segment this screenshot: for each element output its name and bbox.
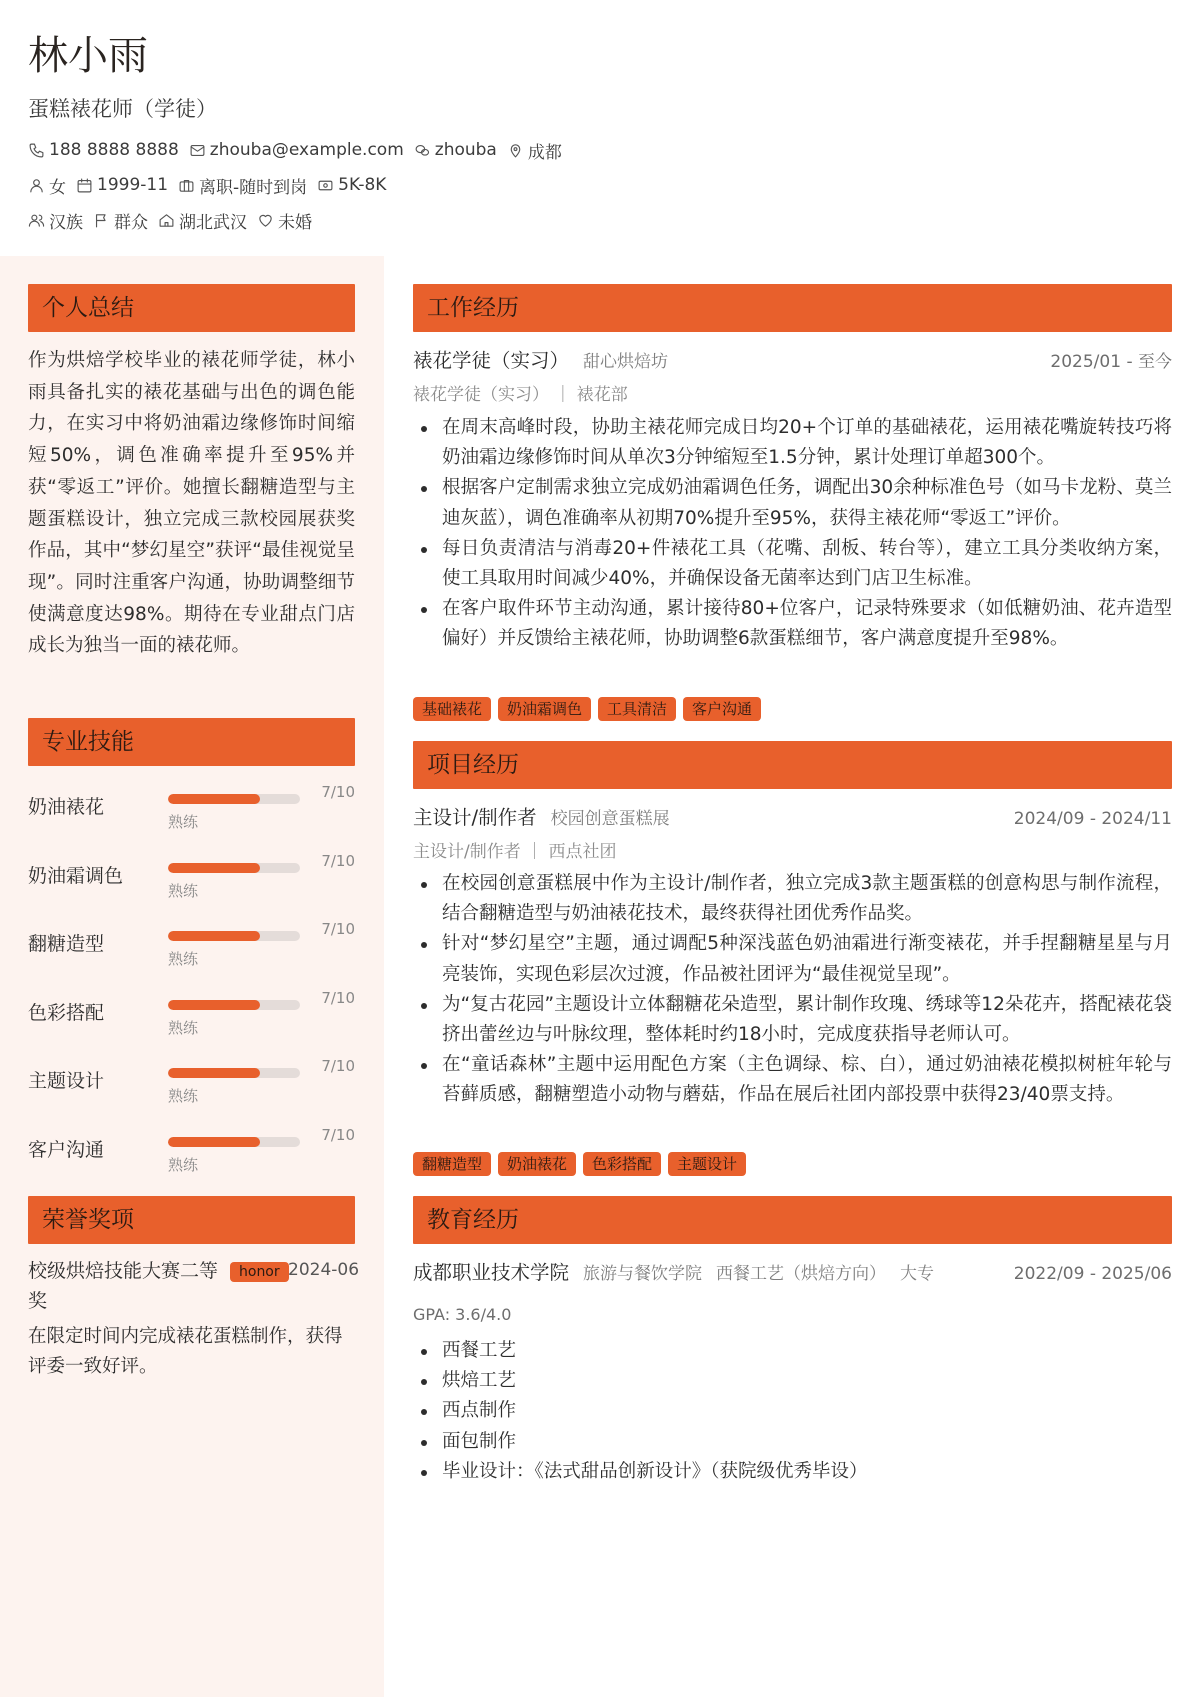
school-name: 成都职业技术学院 (413, 1261, 570, 1284)
phone-text: 188 8888 8888 (49, 140, 179, 160)
wechat-item (414, 140, 497, 160)
briefcase-icon (178, 177, 195, 194)
user-icon (28, 177, 45, 194)
contact-row (28, 138, 1168, 162)
skill-bar-fill (168, 931, 260, 941)
resume-header (28, 30, 1168, 232)
list-item: 毕业设计：《法式甜品创新设计》（获院级优秀毕设） (413, 1457, 1172, 1487)
skill-row (28, 847, 355, 907)
skill-bar-fill (168, 1000, 260, 1010)
degree-name: 大专 (900, 1264, 935, 1284)
users-icon (28, 212, 45, 229)
list-item: 面包制作 (413, 1427, 1172, 1457)
location-item (507, 138, 562, 163)
work-entry-header (413, 345, 1172, 373)
email-item (189, 140, 404, 160)
gpa-text: GPA: 3.6/4.0 (413, 1305, 512, 1324)
project-meta: 主设计/制作者 ｜ 西点社团 (413, 842, 617, 862)
skill-bar (168, 794, 300, 804)
skill-level: 熟练 (168, 813, 199, 831)
location-text: 成都 (527, 142, 562, 163)
skill-bar-fill (168, 863, 260, 873)
college-name: 旅游与餐饮学院 (583, 1264, 703, 1284)
birth-item (76, 175, 168, 195)
project-date: 2024/09 - 2024/11 (1013, 809, 1172, 829)
ethnicity-text: 汉族 (49, 212, 83, 233)
wechat-icon (414, 142, 431, 159)
skill-tag: 主题设计 (668, 1152, 746, 1176)
work-meta: 裱花学徒（实习） ｜ 裱花部 (413, 385, 628, 405)
honor-badge: honor (230, 1262, 289, 1282)
work-heading: 工作经历 (413, 284, 1172, 332)
salary-text: 5K-8K (338, 175, 387, 195)
skill-level: 熟练 (168, 1087, 199, 1105)
skill-tag: 奶油裱花 (498, 1152, 576, 1176)
skill-score: 7/10 (321, 1125, 355, 1144)
honor-title: 校级烘焙技能大赛二等奖 (28, 1260, 219, 1312)
skill-name: 色彩搭配 (28, 1001, 105, 1024)
gender-item (28, 173, 66, 198)
map-pin-icon (507, 142, 524, 159)
list-item: 西餐工艺 (413, 1336, 1172, 1366)
skill-name: 奶油裱花 (28, 796, 105, 818)
list-item: 为“复古花园”主题设计立体翻糖花朵造型，累计制作玫瑰、绣球等12朵花卉，搭配裱花袋挤出蕾丝边与叶脉纹理，整体耗时约18小时，完成度获指导老师认可。 (413, 990, 1172, 1050)
skill-score: 7/10 (321, 1057, 355, 1075)
list-item: 在“童话森林”主题中运用配色方案（主色调绿、棕、白），通过奶油裱花模拟树桩年轮与苔藓质感，翻糖塑造小动物与蘑菇，作品在展后社团内部投票中获得23/40票支持。 (413, 1050, 1172, 1110)
skill-row (28, 984, 355, 1044)
politics-text: 群众 (114, 212, 148, 233)
project-name: 校园创意蛋糕展 (550, 809, 670, 829)
skill-tag: 翻糖造型 (413, 1152, 491, 1176)
skill-row (28, 915, 355, 975)
job-title: 蛋糕裱花师（学徒） (28, 97, 217, 121)
flag-icon (93, 212, 110, 229)
skill-tag: 奶油霜调色 (498, 697, 591, 721)
marital-item (257, 208, 312, 233)
phone-icon (28, 142, 45, 159)
list-item: 在客户取件环节主动沟通，累计接待80+位客户，记录特殊要求（如低糖奶油、花卉造型偏好）并反馈给主裱花师，协助调整6款蛋糕细节，客户满意度提升至98%。 (413, 594, 1172, 654)
list-item: 根据客户定制需求独立完成奶油霜调色任务，调配出30余种标准色号（如马卡龙粉、莫兰迪灰蓝），调色准确率从初期70%提升至95%，获得主裱花师“零返工”评价。 (413, 473, 1172, 533)
background-row (28, 208, 1168, 232)
project-bullets (413, 869, 1172, 1111)
skill-row (28, 778, 355, 838)
skill-level: 熟练 (168, 950, 199, 968)
skill-bar-fill (168, 1137, 260, 1147)
skill-bar (168, 1137, 300, 1147)
skill-name: 翻糖造型 (28, 933, 105, 955)
hometown-text: 湖北武汉 (179, 212, 247, 233)
ethnicity-item (28, 208, 83, 233)
work-bullets (413, 413, 1172, 655)
skill-row (28, 1052, 355, 1112)
list-item: 在校园创意蛋糕展中作为主设计/制作者，独立完成3款主题蛋糕的创意构思与制作流程，结合翻糖造型与奶油裱花技术，最终获得社团优秀作品奖。 (413, 869, 1172, 929)
work-company: 甜心烘焙坊 (583, 352, 669, 372)
skill-tag: 基础裱花 (413, 697, 491, 721)
list-item: 烘焙工艺 (413, 1366, 1172, 1396)
money-icon (317, 177, 334, 194)
email-text: zhouba@example.com (209, 140, 404, 160)
education-date: 2022/09 - 2025/06 (1013, 1264, 1172, 1284)
summary-heading: 个人总结 (28, 284, 355, 332)
honors-heading: 荣誉奖项 (28, 1196, 355, 1244)
skill-score: 7/10 (321, 988, 355, 1007)
personal-row (28, 173, 1168, 197)
salary-item (317, 175, 386, 195)
skill-level: 熟练 (168, 1018, 199, 1037)
hometown-item (158, 208, 247, 233)
marital-text: 未婚 (278, 212, 312, 233)
skill-level: 熟练 (168, 881, 199, 900)
work-role: 裱花学徒（实习） (413, 349, 570, 372)
skill-score: 7/10 (321, 783, 355, 801)
project-tags (413, 1152, 753, 1176)
calendar-icon (76, 177, 93, 194)
list-item: 针对“梦幻星空”主题，通过调配5种深浅蓝色奶油霜进行渐变裱花，并手捏翻糖星星与月亮装饰，实现色彩层次过渡，作品被社团评为“最佳视觉呈现”。 (413, 929, 1172, 989)
skill-name: 主题设计 (28, 1070, 105, 1092)
politics-item (93, 208, 148, 233)
course-list (413, 1336, 1172, 1487)
birth-text: 1999-11 (97, 175, 169, 195)
project-role: 主设计/制作者 (413, 806, 537, 829)
candidate-name: 林小雨 (28, 33, 148, 79)
home-icon (158, 212, 175, 229)
phone-item (28, 140, 179, 160)
work-date: 2025/01 - 至今 (1050, 352, 1172, 372)
honor-date: 2024-06 (288, 1260, 360, 1280)
skill-bar-fill (168, 794, 260, 804)
skill-score: 7/10 (321, 851, 355, 870)
skill-bar (168, 931, 300, 941)
skill-tag: 工具清洁 (598, 697, 676, 721)
work-tags (413, 697, 768, 721)
status-text: 离职-随时到岗 (199, 177, 308, 198)
list-item: 西点制作 (413, 1396, 1172, 1426)
major-name: 西餐工艺（烘焙方向） (716, 1264, 887, 1284)
list-item: 每日负责清洁与消毒20+件裱花工具（花嘴、刮板、转台等），建立工具分类收纳方案，使工具取用时间减少40%，并确保设备无菌率达到门店卫生标准。 (413, 534, 1172, 594)
skill-bar (168, 863, 300, 873)
skill-score: 7/10 (321, 920, 355, 938)
heart-icon (257, 212, 274, 229)
skill-bar-fill (168, 1068, 260, 1078)
project-entry-header (413, 802, 1172, 830)
education-heading: 教育经历 (413, 1196, 1172, 1244)
summary-text: 作为烘焙学校毕业的裱花师学徒，林小雨具备扎实的裱花基础与出色的调色能力，在实习中将奶油霜边缘修饰时间缩短50%，调色准确率提升至95%并获“零返工”评价。她擅长翻糖造型与主题蛋糕设计，独立完成三款校园展获奖作品，其中“梦幻星空”获评“最佳视觉呈现”。同时注重客户沟通，协助调整细节使满意度达98%。期待在专业甜点门店成长为独当一面的裱花师。 (28, 350, 355, 657)
skill-level: 熟练 (168, 1155, 199, 1174)
skill-tag: 客户沟通 (683, 697, 761, 721)
skill-tag: 色彩搭配 (583, 1152, 661, 1176)
education-entry-header (413, 1257, 1172, 1285)
wechat-text: zhouba (434, 140, 497, 160)
skill-bar (168, 1068, 300, 1078)
status-item (178, 173, 307, 198)
honor-description: 在限定时间内完成裱花蛋糕制作，获得评委一致好评。 (28, 1326, 343, 1377)
skill-row (28, 1121, 355, 1181)
list-item: 在周末高峰时段，协助主裱花师完成日均20+个订单的基础裱花，运用裱花嘴旋转技巧将奶油霜边缘修饰时间从单次3分钟缩短至1.5分钟，累计处理订单超300个。 (413, 413, 1172, 473)
gender-text: 女 (49, 177, 66, 198)
mail-icon (189, 142, 206, 159)
skill-name: 客户沟通 (28, 1138, 105, 1161)
project-heading: 项目经历 (413, 741, 1172, 789)
skills-heading: 专业技能 (28, 718, 355, 766)
skill-name: 奶油霜调色 (28, 864, 124, 887)
skill-bar (168, 1000, 300, 1010)
